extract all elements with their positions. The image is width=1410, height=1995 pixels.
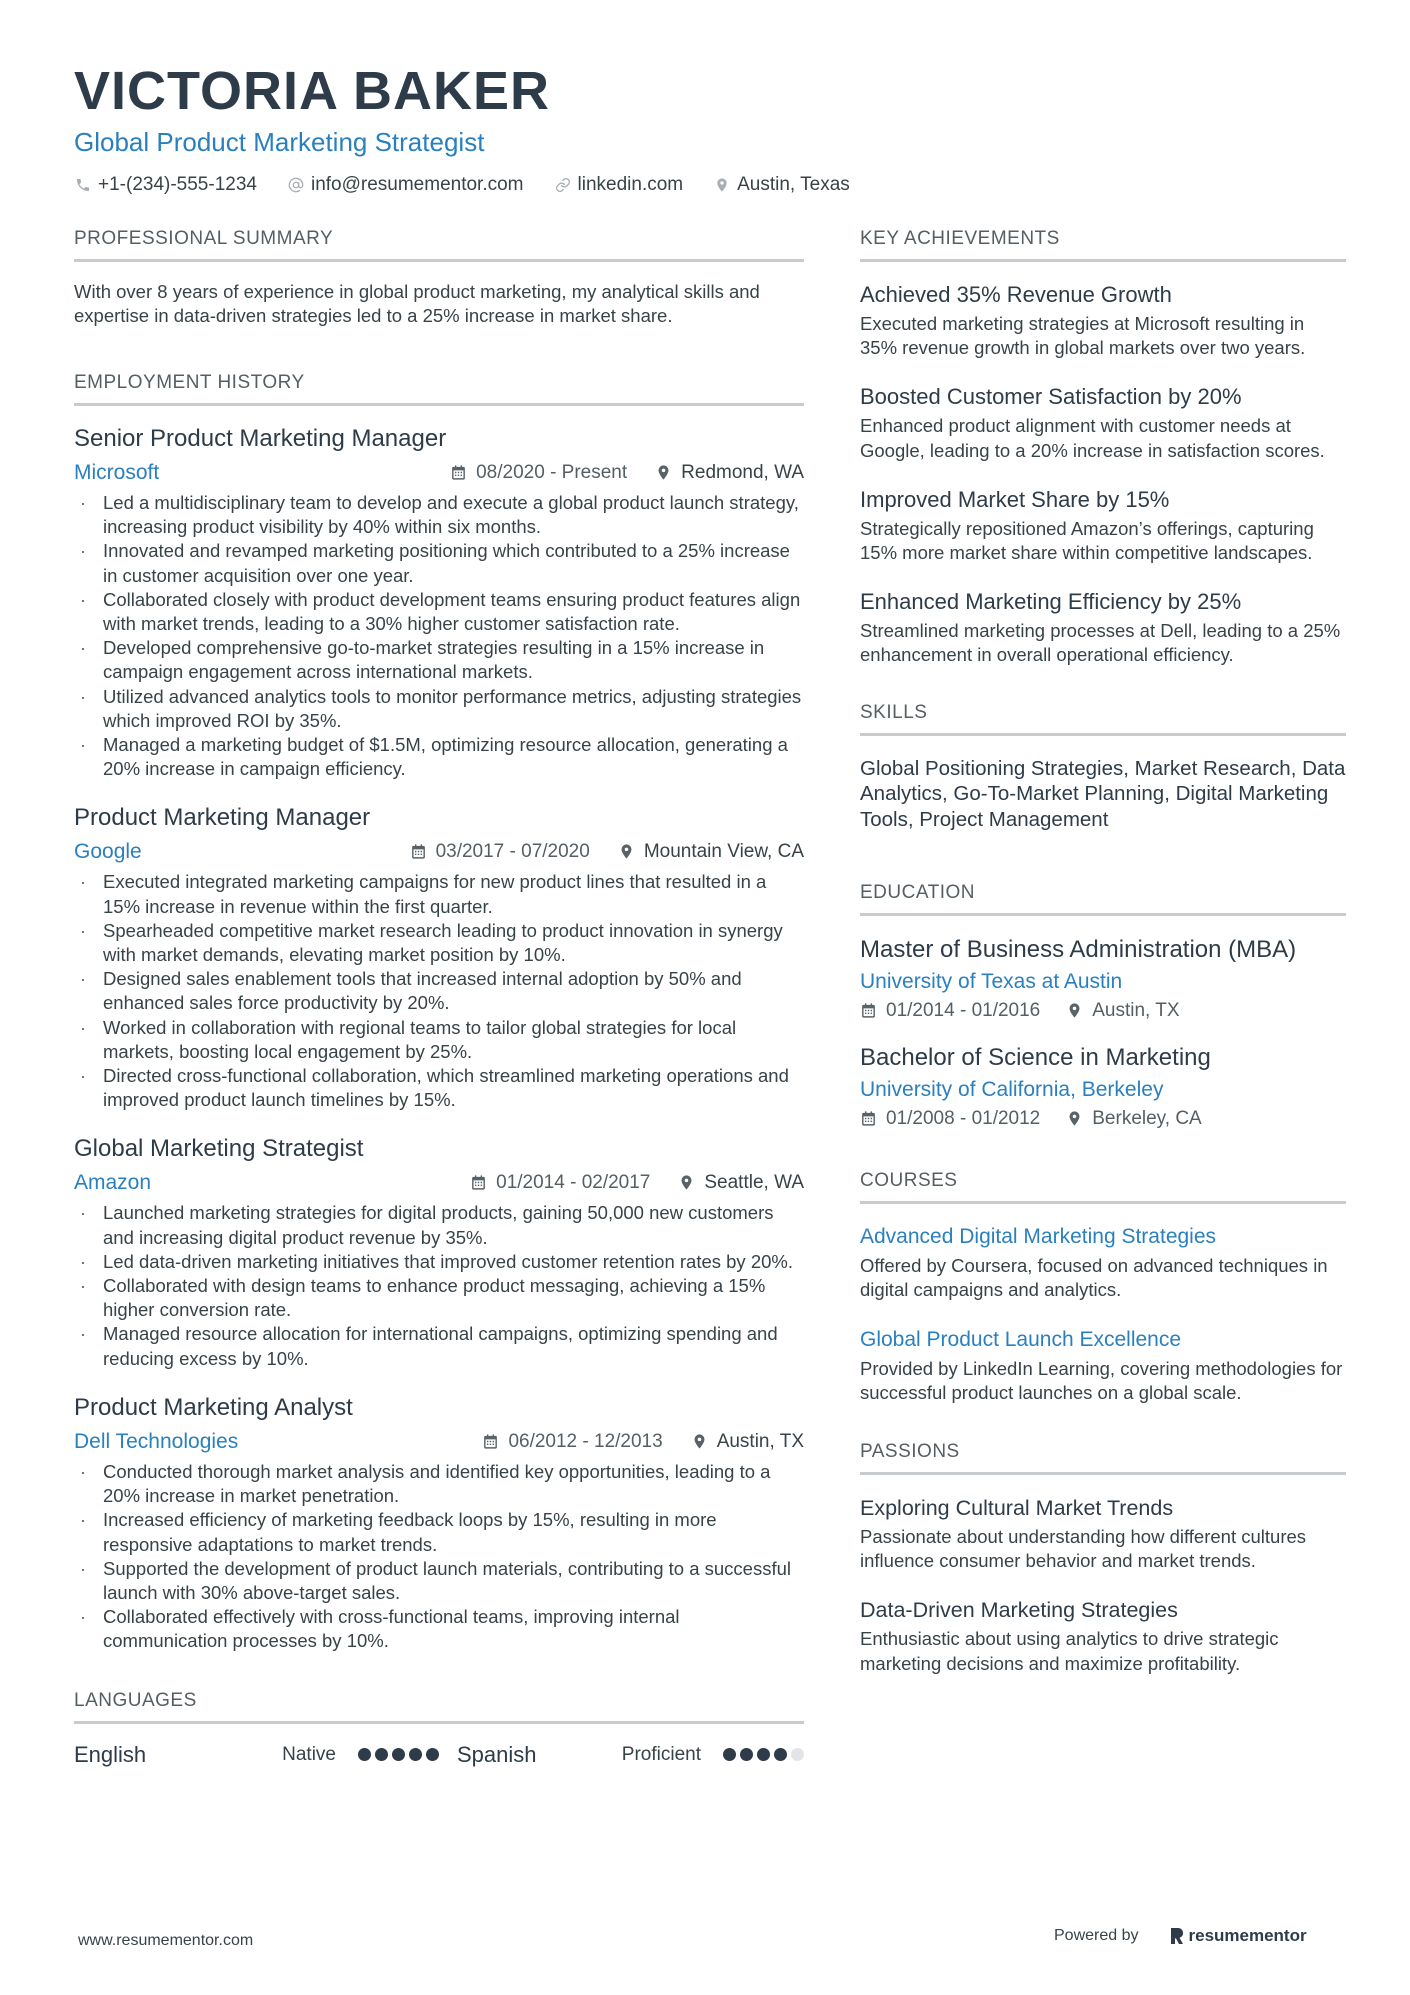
rating-dot (375, 1748, 388, 1761)
achievement-item (860, 587, 1346, 667)
language-item (74, 1742, 439, 1768)
achievement-desc: Strategically repositioned Amazon’s offerings, capturing 15% more market share within competitive landscapes. (860, 517, 1314, 564)
location-text: Austin, Texas (737, 174, 850, 195)
job-title: Product Marketing Analyst (74, 1393, 353, 1421)
achievement-title: Boosted Customer Satisfaction by 20% (860, 384, 1242, 410)
section-title-passions: PASSIONS (860, 1439, 1346, 1475)
education-degree: Bachelor of Science in Marketing (860, 1044, 1211, 1072)
job-bullets (74, 491, 804, 781)
passion-item (860, 1493, 1346, 1573)
phone-text: +1-(234)-555-1234 (98, 174, 257, 195)
rating-dot (358, 1748, 371, 1761)
course-title[interactable]: Global Product Launch Excellence (860, 1327, 1182, 1351)
course-title[interactable]: Advanced Digital Marketing Strategies (860, 1225, 1217, 1249)
map-pin-icon (1066, 1002, 1084, 1020)
course-desc: Provided by LinkedIn Learning, covering methodologies for successful product launches on a global scale. (860, 1357, 1343, 1403)
right-column (860, 226, 1346, 1698)
job-dates (410, 841, 590, 863)
rating-dots (719, 1748, 804, 1761)
job-location-text: Austin, TX (716, 1430, 804, 1452)
achievement-item (860, 280, 1346, 360)
phone-icon (74, 176, 92, 194)
job-title: Global Marketing Strategist (74, 1135, 364, 1163)
job-bullet: · Worked in collaboration with regional teams to tailor global strategies for local markets, boosting local engagement by 25%. (74, 1016, 804, 1064)
job-location (655, 462, 804, 484)
job-bullet: · Collaborated with design teams to enhance product messaging, achieving a 15% higher conversion rate. (74, 1274, 804, 1322)
section-title-employment: EMPLOYMENT HISTORY (74, 370, 804, 406)
achievement-list (860, 280, 1346, 668)
job-dates (450, 462, 627, 484)
calendar-icon (470, 1174, 488, 1192)
job-bullets (74, 870, 804, 1112)
achievement-title: Achieved 35% Revenue Growth (860, 282, 1172, 307)
resumementor-logo-icon (1169, 1926, 1185, 1946)
company-name: Amazon (74, 1171, 152, 1195)
job-bullet: · Managed resource allocation for international campaigns, optimizing spending and reducing excess by 10%. (74, 1322, 804, 1370)
achievement-desc: Executed marketing strategies at Microsoft resulting in 35% revenue growth in global markets over two years. (860, 313, 1306, 359)
passion-item (860, 1595, 1346, 1675)
job-entry (74, 424, 804, 781)
job-location (678, 1172, 804, 1194)
job-bullet: · Innovated and revamped marketing positioning which contributed to a 25% increase in customer acquisition over one year. (74, 539, 804, 587)
rating-dot (740, 1748, 753, 1761)
contact-bar (74, 174, 1344, 196)
education-dates (860, 1108, 1040, 1130)
company-name: Dell Technologies (74, 1429, 239, 1453)
achievement-desc: Enhanced product alignment with customer needs at Google, leading to a 20% increase in satisfaction scores. (860, 415, 1325, 461)
rating-dot (426, 1748, 439, 1761)
job-dates-text: 01/2014 - 02/2017 (496, 1172, 651, 1194)
job-bullet: · Increased efficiency of marketing feedback loops by 15%, resulting in more responsive adaptations to market trends. (74, 1508, 804, 1556)
candidate-name: VICTORIA BAKER (74, 61, 551, 121)
section-title-skills: SKILLS (860, 700, 1346, 736)
job-bullet: · Collaborated closely with product development teams ensuring product features align with market trends, leading to a 30% higher customer satisfaction rate. (74, 588, 804, 636)
job-bullet: · Developed comprehensive go-to-market strategies resulting in a 15% increase in campaign engagement across international markets. (74, 636, 804, 684)
job-entry (74, 803, 804, 1112)
job-title: Senior Product Marketing Manager (74, 425, 447, 452)
achievement-desc: Streamlined marketing processes at Dell, leading to a 25% enhancement in overall operational efficiency. (860, 620, 1341, 666)
calendar-icon (410, 843, 428, 861)
job-bullet: · Utilized advanced analytics tools to monitor performance metrics, adjusting strategies which improved ROI by 35%. (74, 685, 804, 733)
job-location-text: Seattle, WA (704, 1172, 804, 1194)
powered-by-label: Powered by (1054, 1927, 1139, 1944)
job-meta (74, 1169, 804, 1197)
language-level: Native (282, 1743, 336, 1765)
job-entry (74, 1134, 804, 1370)
course-list (860, 1222, 1346, 1405)
job-dates (470, 1172, 650, 1194)
education-school: University of California, Berkeley (860, 1078, 1164, 1102)
job-location-text: Redmond, WA (681, 462, 804, 483)
rating-dot (723, 1748, 736, 1761)
achievement-title: Enhanced Marketing Efficiency by 25% (860, 589, 1242, 615)
language-rating (282, 1744, 439, 1766)
education-degree: Master of Business Administration (MBA) (860, 936, 1297, 964)
map-pin-icon (655, 464, 673, 482)
job-bullet: · Designed sales enablement tools that increased internal adoption by 50% and enhanced sales force productivity by 20%. (74, 967, 804, 1015)
rating-dot (409, 1748, 422, 1761)
job-entry (74, 1393, 804, 1654)
education-meta (860, 1108, 1346, 1130)
brand-name: resumementor (1188, 1926, 1307, 1945)
job-title: Product Marketing Manager (74, 804, 371, 832)
job-list (74, 424, 804, 1654)
rating-dots (354, 1748, 439, 1761)
company-name: Microsoft (74, 461, 160, 484)
map-pin-icon (713, 176, 731, 194)
email-text: info@resumementor.com (310, 174, 524, 195)
language-name: English (74, 1741, 147, 1767)
job-dates-text: 03/2017 - 07/2020 (435, 841, 590, 863)
education-location (1066, 1108, 1201, 1130)
contact-location (713, 174, 850, 196)
passion-desc: Enthusiastic about using analytics to drive strategic marketing decisions and maximize profitability. (860, 1628, 1279, 1674)
job-meta (74, 1428, 804, 1456)
language-list (74, 1742, 804, 1768)
left-column (74, 226, 804, 1768)
education-dates-text: 01/2008 - 01/2012 (886, 1108, 1041, 1130)
achievement-title: Improved Market Share by 15% (860, 486, 1170, 512)
job-bullet: · Led a multidisciplinary team to develop and execute a global product launch strategy, increasing product visibility by 40% within six months. (74, 491, 804, 539)
map-pin-icon (678, 1174, 696, 1192)
language-name: Spanish (457, 1741, 537, 1767)
course-item (860, 1222, 1346, 1302)
achievement-item (860, 382, 1346, 462)
language-rating (622, 1744, 804, 1766)
education-list (860, 934, 1346, 1130)
job-dates (482, 1431, 662, 1453)
passion-title: Exploring Cultural Market Trends (860, 1495, 1174, 1520)
contact-phone[interactable] (74, 174, 257, 196)
candidate-title: Global Product Marketing Strategist (74, 127, 485, 157)
calendar-icon (482, 1433, 500, 1451)
resume-header (74, 58, 1344, 196)
calendar-icon (860, 1110, 878, 1128)
education-school: University of Texas at Austin (860, 970, 1123, 994)
rating-dot (791, 1748, 804, 1761)
achievement-item (860, 485, 1346, 565)
brand-logo[interactable] (1169, 1926, 1307, 1946)
job-location-text: Mountain View, CA (643, 841, 804, 863)
job-bullets (74, 1460, 804, 1654)
job-meta-right (382, 841, 804, 863)
education-meta (860, 1000, 1346, 1022)
education-item (860, 1042, 1346, 1130)
link-icon (554, 176, 572, 194)
job-location (691, 1431, 804, 1453)
map-pin-icon (691, 1433, 709, 1451)
footer-powered (1054, 1926, 1307, 1946)
rating-dot (757, 1748, 770, 1761)
language-level: Proficient (621, 1743, 701, 1765)
job-dates-text: 08/2020 - Present (476, 462, 628, 483)
rating-dot (392, 1748, 405, 1761)
linkedin-text: linkedin.com (577, 174, 684, 195)
course-item (860, 1325, 1346, 1405)
job-bullets (74, 1201, 804, 1370)
passion-desc: Passionate about understanding how different cultures influence consumer behavior and market trends. (860, 1525, 1307, 1572)
map-pin-icon (618, 843, 636, 861)
passion-title: Data-Driven Marketing Strategies (860, 1598, 1178, 1623)
job-bullet: · Conducted thorough market analysis and identified key opportunities, leading to a 20% increase in market penetration. (74, 1460, 804, 1508)
rating-dot (774, 1748, 787, 1761)
job-meta-right (422, 462, 804, 484)
map-pin-icon (1066, 1110, 1084, 1128)
at-icon (287, 176, 305, 194)
education-dates-text: 01/2014 - 01/2016 (886, 1000, 1041, 1022)
job-location (618, 841, 804, 863)
section-title-courses: COURSES (860, 1168, 1346, 1204)
footer-website[interactable]: www.resumementor.com (78, 1932, 254, 1949)
education-location (1066, 1000, 1179, 1022)
job-meta (74, 838, 804, 866)
section-title-summary: PROFESSIONAL SUMMARY (74, 226, 804, 262)
calendar-icon (450, 464, 468, 482)
education-location-text: Berkeley, CA (1092, 1108, 1202, 1130)
job-bullet: · Executed integrated marketing campaigns for new product lines that resulted in a 15% increase in revenue within the first quarter. (74, 870, 804, 918)
company-name: Google (74, 840, 142, 864)
summary-text: With over 8 years of experience in global product marketing, my analytical skills and expertise in data-driven strategies led to a 25% increase in market share. (74, 281, 760, 326)
education-location-text: Austin, TX (1092, 1000, 1180, 1022)
job-meta-right (454, 1431, 804, 1453)
job-meta (74, 459, 804, 487)
job-bullet: · Directed cross-functional collaboration, which streamlined marketing operations and improved product launch timelines by 15%. (74, 1064, 804, 1112)
contact-email[interactable] (287, 174, 524, 196)
skills-text: Global Positioning Strategies, Market Research, Data Analytics, Go-To-Market Planning, Digital Marketing Tools, Project Management (860, 756, 1346, 831)
job-bullet: · Spearheaded competitive market research leading to product innovation in synergy with market demands, elevating market position by 10%. (74, 919, 804, 967)
language-item (457, 1742, 804, 1768)
job-bullet: · Launched marketing strategies for digital products, gaining 50,000 new customers and increasing digital product revenue by 35%. (74, 1201, 804, 1249)
job-bullet: · Supported the development of product launch materials, contributing to a successful launch with 30% above-target sales. (74, 1557, 804, 1605)
job-dates-text: 06/2012 - 12/2013 (508, 1430, 663, 1452)
section-title-languages: LANGUAGES (74, 1688, 804, 1724)
job-bullet: · Led data-driven marketing initiatives that improved customer retention rates by 20%. (74, 1250, 804, 1274)
contact-linkedin[interactable] (554, 174, 684, 196)
calendar-icon (860, 1002, 878, 1020)
section-title-education: EDUCATION (860, 880, 1346, 916)
education-item (860, 934, 1346, 1022)
job-meta-right (442, 1172, 804, 1194)
section-title-achievements: KEY ACHIEVEMENTS (860, 226, 1346, 262)
passion-list (860, 1493, 1346, 1676)
education-dates (860, 1000, 1040, 1022)
course-desc: Offered by Coursera, focused on advanced techniques in digital campaigns and analytics. (860, 1255, 1328, 1301)
job-bullet: · Collaborated effectively with cross-functional teams, improving internal communication processes by 10%. (74, 1605, 804, 1653)
job-bullet: · Managed a marketing budget of $1.5M, optimizing resource allocation, generating a 20% increase in campaign efficiency. (74, 733, 804, 781)
